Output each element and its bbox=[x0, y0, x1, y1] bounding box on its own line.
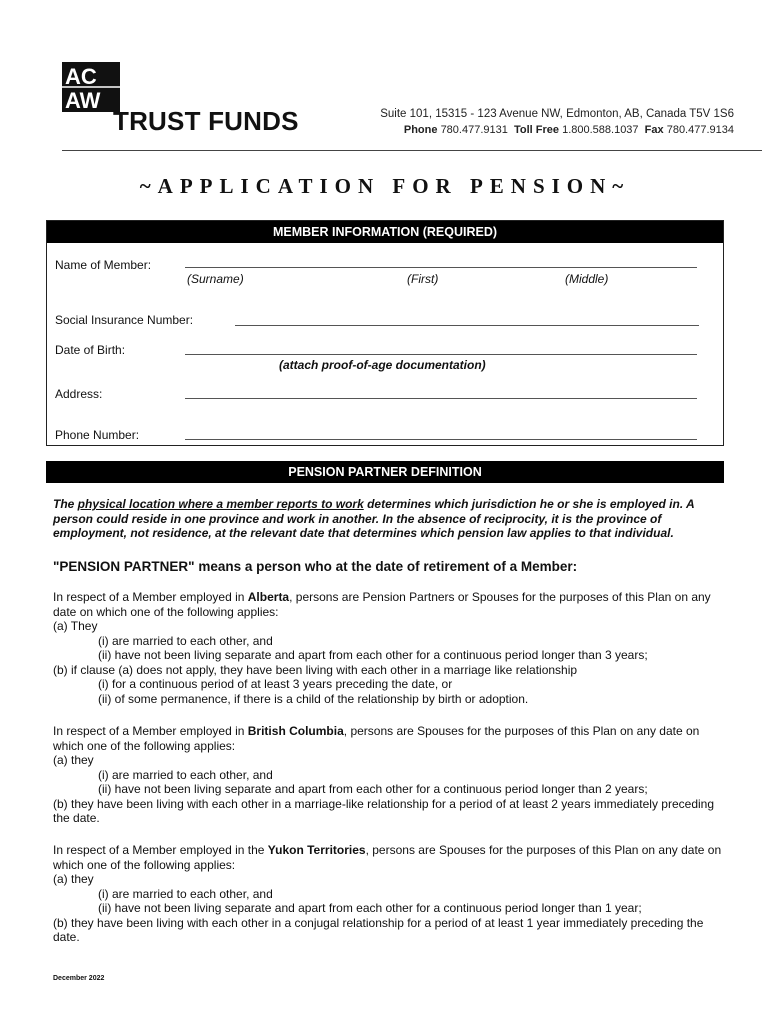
address-label: Address: bbox=[55, 387, 103, 401]
dob-field[interactable] bbox=[185, 354, 697, 355]
yukon-b: (b) they have been living with each other in a conjugal relationship for a period of at least 1 year immediately preceding the date. bbox=[53, 915, 704, 944]
intro-pre: The bbox=[53, 497, 78, 511]
yukon-a2: (ii) have not been living separate and apart from each other for a continuous period longer than 1 year; bbox=[98, 901, 642, 915]
sin-label: Social Insurance Number: bbox=[55, 313, 194, 327]
fax-value: 780.477.9134 bbox=[666, 124, 734, 136]
intro-post: determines which jurisdiction he or she is employed in. A person could reside in one province and work in another. In the absence of reciprocity, it is the province of employment, not residence, at the relevant date that determines which pension law applies to that individual. bbox=[53, 497, 695, 540]
yukon-a1: (i) are married to each other, and bbox=[98, 886, 273, 901]
bc-province: British Columbia bbox=[247, 724, 344, 738]
address-field[interactable] bbox=[185, 398, 697, 399]
address-line: Suite 101, 15315 - 123 Avenue NW, Edmonton, AB, Canada T5V 1S6 bbox=[380, 108, 734, 120]
phone-label: Phone bbox=[403, 124, 438, 136]
first-caption: (First) bbox=[407, 272, 439, 286]
yukon-a: (a) they bbox=[53, 872, 94, 886]
yukon-paragraph bbox=[53, 843, 730, 945]
tollfree-label: Toll Free bbox=[513, 124, 560, 136]
brand-name: TRUST FUNDS bbox=[113, 106, 299, 136]
name-of-member-label: Name of Member: bbox=[55, 258, 152, 272]
middle-caption: (Middle) bbox=[565, 272, 609, 286]
alberta-b2: (ii) of some permanence, if there is a child of the relationship by birth or adoption. bbox=[98, 691, 529, 706]
phone-number-label: Phone Number: bbox=[55, 428, 140, 442]
yukon-province: Yukon Territories bbox=[267, 843, 366, 857]
svg-text:AC: AC bbox=[65, 64, 97, 89]
yukon-lead: In respect of a Member employed in the Yukon Territories, persons are Spouses for the purposes of this Plan on any date on which one of the following applies: bbox=[53, 843, 722, 872]
sin-field[interactable] bbox=[235, 325, 699, 326]
bc-paragraph bbox=[53, 724, 730, 826]
alberta-province: Alberta bbox=[247, 590, 290, 604]
alberta-b: (b) if clause (a) does not apply, they have been living with each other in a marriage like relationship bbox=[53, 662, 578, 677]
name-of-member-field[interactable] bbox=[185, 267, 697, 268]
contact-line bbox=[404, 124, 734, 136]
footer-date: December 2022 bbox=[53, 975, 105, 982]
jurisdiction-intro bbox=[53, 497, 730, 541]
bc-b: (b) they have been living with each other in a marriage-like relationship for a period of at least 2 years immediately preceding the date. bbox=[53, 796, 715, 825]
bc-lead: In respect of a Member employed in British Columbia, persons are Spouses for the purposes of this Plan on any date on which one of the following applies: bbox=[53, 724, 700, 753]
acaw-logo-icon bbox=[62, 62, 120, 112]
pension-partner-heading: PENSION PARTNER DEFINITION bbox=[46, 461, 724, 483]
definition-heading: "PENSION PARTNER" means a person who at the date of retirement of a Member: bbox=[53, 559, 578, 574]
bc-a1: (i) are married to each other, and bbox=[98, 767, 273, 782]
bc-a2: (ii) have not been living separate and apart from each other for a continuous period longer than 2 years; bbox=[98, 782, 648, 796]
page-title: ~APPLICATION FOR PENSION~ bbox=[139, 174, 631, 198]
header-divider bbox=[62, 150, 762, 151]
intro-underlined: physical location where a member reports to work bbox=[77, 497, 364, 511]
dob-label: Date of Birth: bbox=[55, 343, 126, 357]
phone-number-field[interactable] bbox=[185, 439, 697, 440]
dob-note-text: attach proof-of-age documentation bbox=[283, 358, 482, 372]
surname-caption: (Surname) bbox=[187, 272, 244, 286]
bc-a: (a) they bbox=[53, 753, 94, 767]
fax-label: Fax bbox=[644, 124, 664, 136]
member-information-heading: MEMBER INFORMATION (REQUIRED) bbox=[47, 221, 723, 243]
phone-value: 780.477.9131 bbox=[440, 124, 508, 136]
alberta-a2: (ii) have not been living separate and apart from each other for a continuous period longer than 3 years; bbox=[98, 648, 648, 662]
alberta-a1: (i) are married to each other, and bbox=[98, 633, 273, 648]
alberta-b1: (i) for a continuous period of at least 3 years preceding the date, or bbox=[98, 677, 453, 691]
tollfree-value: 1.800.588.1037 bbox=[562, 124, 639, 136]
svg-text:AW: AW bbox=[65, 88, 101, 112]
dob-note: (attach proof-of-age documentation) bbox=[279, 358, 486, 372]
alberta-a: (a) They bbox=[53, 619, 98, 633]
alberta-lead: In respect of a Member employed in Alberta, persons are Pension Partners or Spouses for the purposes of this Plan on any date on which one of the following applies: bbox=[53, 590, 711, 619]
member-information-section bbox=[46, 220, 724, 446]
alberta-paragraph bbox=[53, 590, 730, 706]
